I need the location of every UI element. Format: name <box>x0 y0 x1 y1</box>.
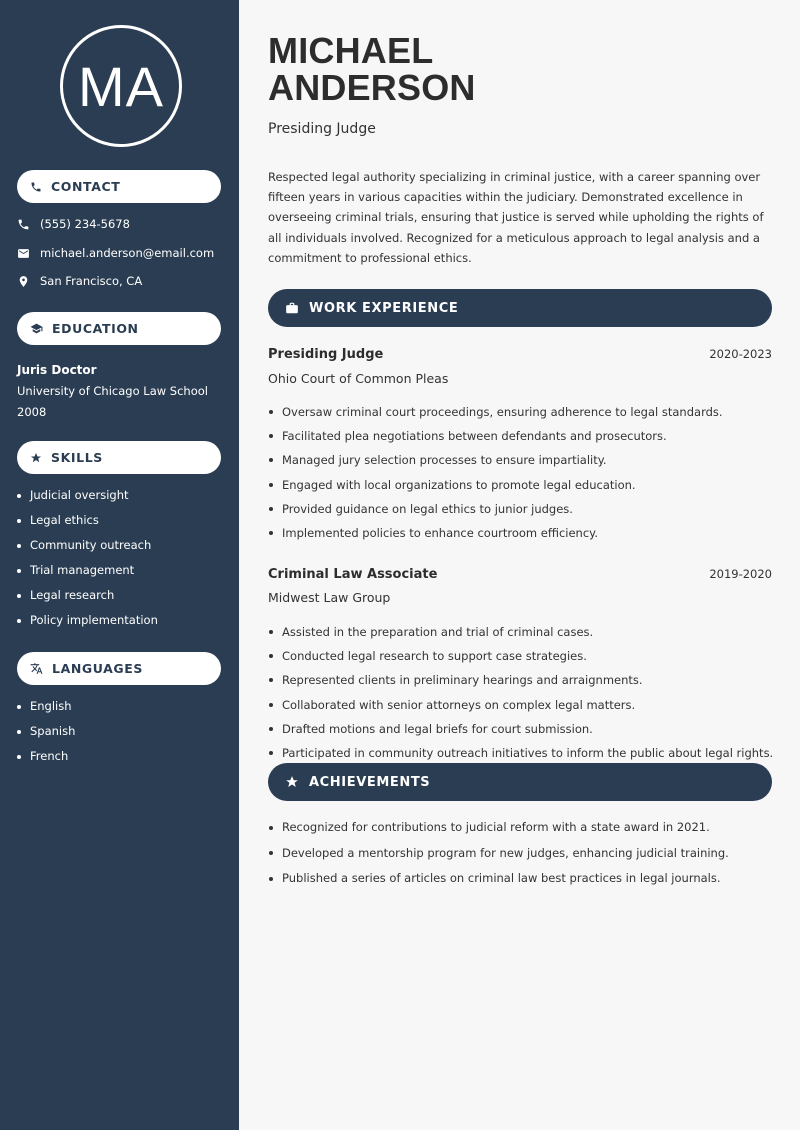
graduation-year: 2008 <box>17 405 47 419</box>
envelope-icon <box>17 247 30 260</box>
list-item: Assisted in the preparation and trial of criminal cases. <box>268 620 778 644</box>
education-heading-label: EDUCATION <box>52 321 139 336</box>
list-item: Judicial oversight <box>17 483 158 508</box>
list-item: Legal ethics <box>17 508 158 533</box>
degree: Juris Doctor <box>17 363 97 377</box>
graduation-cap-icon <box>30 322 43 335</box>
job-organization: Ohio Court of Common Pleas <box>268 371 449 386</box>
work-experience-heading <box>268 289 772 327</box>
list-item: English <box>17 694 75 719</box>
sidebar <box>0 0 239 1130</box>
languages-heading-label: LANGUAGES <box>52 661 144 676</box>
star-icon <box>285 775 299 789</box>
job-title: Criminal Law Associate <box>268 567 438 582</box>
list-item: Drafted motions and legal briefs for court submission. <box>268 717 778 741</box>
list-item: Spanish <box>17 719 75 744</box>
initials-avatar: MA <box>60 25 182 147</box>
contact-heading-label: CONTACT <box>51 179 121 194</box>
briefcase-icon <box>285 301 299 315</box>
translate-icon <box>30 662 43 675</box>
achievements-list <box>268 815 778 892</box>
list-item: Facilitated plea negotiations between defendants and prosecutors. <box>268 424 778 448</box>
contact-email <box>17 246 214 260</box>
name-last: ANDERSON <box>268 67 476 108</box>
achievements-heading <box>268 763 772 801</box>
list-item: Developed a mentorship program for new judges, enhancing judicial training. <box>268 841 778 867</box>
job-organization: Midwest Law Group <box>268 590 391 605</box>
list-item: Legal research <box>17 583 158 608</box>
contact-heading <box>17 170 221 203</box>
phone-icon <box>30 181 42 193</box>
list-item: Published a series of articles on criminal law best practices in legal journals. <box>268 866 778 892</box>
list-item: Conducted legal research to support case strategies. <box>268 644 778 668</box>
job-dates: 2020-2023 <box>709 347 772 361</box>
list-item: Collaborated with senior attorneys on complex legal matters. <box>268 693 778 717</box>
skills-list <box>17 483 158 633</box>
map-pin-icon <box>17 275 30 288</box>
list-item: Community outreach <box>17 533 158 558</box>
job-bullets <box>268 400 778 545</box>
list-item: Policy implementation <box>17 608 158 633</box>
list-item: Implemented policies to enhance courtroom efficiency. <box>268 521 778 545</box>
phone-text: (555) 234-5678 <box>40 217 130 231</box>
school: University of Chicago Law School <box>17 384 208 398</box>
list-item: Oversaw criminal court proceedings, ensuring adherence to legal standards. <box>268 400 778 424</box>
summary-paragraph: Respected legal authority specializing in criminal justice, with a career spanning over fifteen years in various capacities within the judiciary. Demonstrated excellence in overseeing criminal trials, ensuring that justice is served while upholding the rights of all individuals involved. Recognized for a meticulous approach to legal analysis and a commitment to professional ethics. <box>268 170 764 265</box>
languages-heading <box>17 652 221 685</box>
skills-heading <box>17 441 221 474</box>
achievements-label: ACHIEVEMENTS <box>309 774 431 790</box>
list-item: Engaged with local organizations to promote legal education. <box>268 473 778 497</box>
star-icon <box>30 452 42 464</box>
languages-list <box>17 694 75 769</box>
list-item: Recognized for contributions to judicial reform with a state award in 2021. <box>268 815 778 841</box>
email-text: michael.anderson@email.com <box>40 246 215 260</box>
skills-heading-label: SKILLS <box>51 450 103 465</box>
job-title: Presiding Judge <box>268 347 384 362</box>
contact-phone <box>17 217 130 231</box>
full-name <box>268 32 476 106</box>
education-heading <box>17 312 221 345</box>
location-text: San Francisco, CA <box>40 274 143 288</box>
name-first: MICHAEL <box>268 30 434 71</box>
job-title-header: Presiding Judge <box>268 121 376 137</box>
work-experience-label: WORK EXPERIENCE <box>309 300 459 316</box>
contact-location <box>17 274 142 288</box>
list-item: Participated in community outreach initiatives to inform the public about legal rights. <box>268 741 778 765</box>
list-item: Managed jury selection processes to ensure impartiality. <box>268 448 778 472</box>
list-item: French <box>17 744 75 769</box>
list-item: Provided guidance on legal ethics to junior judges. <box>268 497 778 521</box>
list-item: Trial management <box>17 558 158 583</box>
list-item: Represented clients in preliminary hearings and arraignments. <box>268 668 778 692</box>
job-dates: 2019-2020 <box>709 567 772 581</box>
phone-icon <box>17 218 30 231</box>
job-bullets <box>268 620 778 765</box>
education-entry <box>17 360 208 423</box>
